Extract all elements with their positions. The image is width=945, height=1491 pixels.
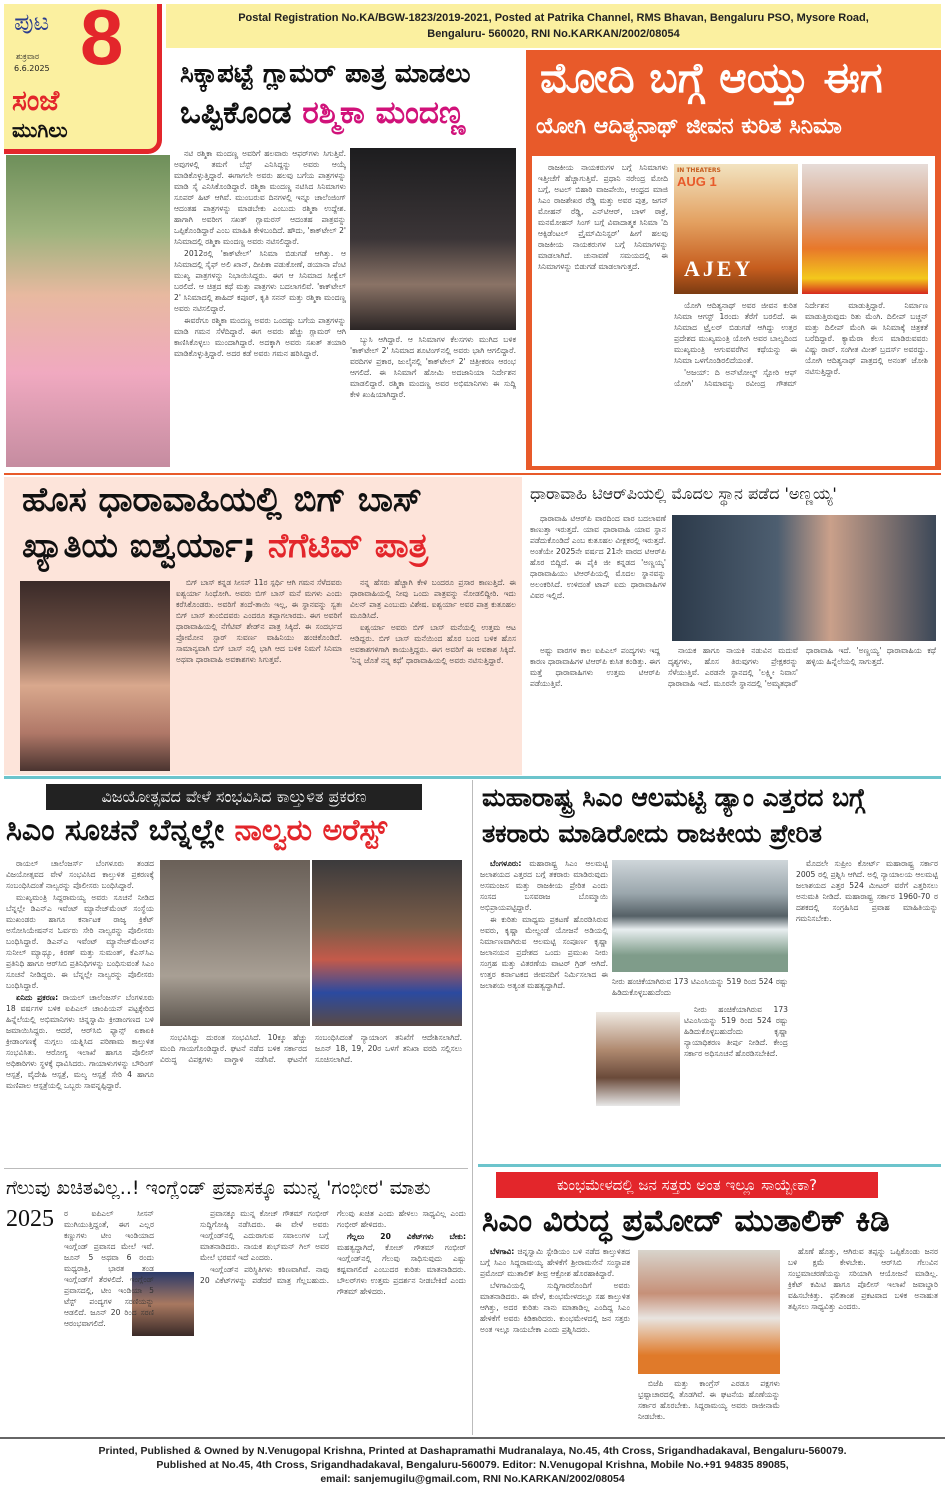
paragraph: ಬಿಜೆಪಿ ಮತ್ತು ಕಾಂಗ್ರೆಸ್ ಎರಡೂ ಪಕ್ಷಗಳು ಭ್ರಷ್ಟಾಚಾರದಲ್ಲಿ ತೊಡಗಿವೆ. ಈ ಘಟನೆಯ ಹೊಣೆಯನ್ನು ಸರ್ಕಾರ ಹೊರಬೇಕು. ಸಿದ್ದರಾಮಯ್ಯ ಅವರು ರಾಜೀನಾಮೆ ನೀಡಬೇಕು. [638,1379,780,1421]
annayya-text-cols [530,645,936,773]
yogi-photo [802,164,928,294]
subhead-para [337,1231,466,1297]
headline-line2 [22,527,428,566]
annayya-photo [672,515,936,641]
kicker-tag: ಕುಂಭಮೇಳದಲ್ಲಿ ಜನ ಸತ್ತರು ಅಂತ ಇಲ್ಲೂ ಸಾಯ್ಬೇಕಾ? [496,1172,878,1198]
paragraph: ಬ್ಯುಸಿ ಆಗಿದ್ದಾರೆ. ಆ ಸಿನಿಮಾಗಳ ಕೆಲಸಗಳು ಮುಗಿದ ಬಳಿಕ 'ಕಾಕ್‌ಟೇಲ್ 2' ಸಿನಿಮಾದ ಶೂಟಿಂಗ್‌ನಲ್ಲಿ ಅವರು ಭಾಗಿ ಆಗಲಿದ್ದಾರೆ. ವರದಿಗಳ ಪ್ರಕಾರ, ಜುಲೈನಲ್ಲಿ 'ಕಾಕ್‌ಟೇಲ್ 2' ಚಿತ್ರೀಕರಣ ಆರಂಭ ಆಗಲಿದೆ. ಈ ಸಿನಿಮಾಗೆ ಹೋಮಿ ಅದಜಾನಿಯಾ ನಿರ್ದೇಶನ ಮಾಡಲಿದ್ದಾರೆ. ರಶ್ಮಿಕಾ ಮಂದಣ್ಣ ಅವರ ಅಭಿಮಾನಿಗಳು ಈ ಸುದ್ದಿ ಕೇಳಿ ಖುಷಿಯಾಗಿದ್ದಾರೆ. [350,335,516,399]
paragraph: ಮೊದಲೇ ಸುಪ್ರೀಂ ಕೋರ್ಟ್ ಮಹಾರಾಷ್ಟ್ರ ಸರ್ಕಾರ 2005 ರಲ್ಲಿ ಪ್ರಶ್ನಿಸಿ ಆಗಿದೆ. ಅಲ್ಲಿ ನ್ಯಾಯಾಲಯ ಆಲಮಟ್ಟಿ ಜಲಾಶಯದ ಎತ್ತರ 524 ಮೀಟರ್ ವರೆಗೆ ಎತ್ತರಿಸಲು ಅನುಮತಿ ನೀಡಿದೆ. ಮಹಾರಾಷ್ಟ್ರ ಸರ್ಕಾರ 1960-70 ರ ದಶಕದಲ್ಲಿ ಸಂಗ್ರಹಿಸಿದ ಪ್ರವಾಹ ಮಾಹಿತಿಯನ್ನು ಗಮನಿಸಬೇಕು. [796,859,938,923]
paragraph: ಧಾರಾವಾಹಿ ಟಿಆರ್‌ಪಿ ವಾರದಿಂದ ವಾರ ಬದಲಾವಣೆ ಕಾಣುತ್ತಾ ಇರುತ್ತದೆ. ಯಾವ ಧಾರಾವಾಹಿ ಯಾವ ಸ್ಥಾನ ಪಡೆದುಕೊಂಡಿದೆ ಎಂಬ ಕುತೂಹಲ ವೀಕ್ಷಕರಲ್ಲಿ ಇರುತ್ತದೆ. ಅಂತೆಯೇ 2025ನೇ ವರ್ಷದ 21ನೇ ವಾರದ ಟಿಆರ್‌ಪಿ ಹೊರ ಬಿದ್ದಿದೆ. ಈ ಪೈಕಿ ಜೀ ಕನ್ನಡದ 'ಅಣ್ಣಯ್ಯ' ಧಾರಾವಾಹಿಯು ಟಿಆರ್‌ಪಿಯಲ್ಲಿ ಮೊದಲ ಸ್ಥಾನವನ್ನು ಅಲಂಕರಿಸಿದೆ. ಉಳಿದಂತೆ ಟಾಪ್ ಐದು ಧಾರಾವಾಹಿಗಳ ವಿವರ ಇಲ್ಲಿದೆ. [530,514,666,600]
paragraph: ಪ್ರವಾಸಕ್ಕೂ ಮುನ್ನ ಕೋಚ್ ಗೌತಮ್ ಗಂಭೀರ್ ಸುದ್ದಿಗೋಷ್ಠಿ ನಡೆಸಿದರು. ಈ ವೇಳೆ ಅವರು ಇಂಗ್ಲೆಂಡ್‌ನಲ್ಲಿ ಎದುರಾಗುವ ಸವಾಲುಗಳ ಬಗ್ಗೆ ಮಾತನಾಡಿದರು. ನಾಯಕ ಶುಭ್‌ಮನ್ ಗಿಲ್ ಅವರ ಮೇಲೆ ಭರವಸೆ ಇದೆ ಎಂದರು. [200,1209,329,1262]
imprint-line-3: email: sanjemugilu@gmail.com, RNI No.KARKAN/2002/08054 [320,1473,625,1485]
headline-highlight: ನಾಲ್ವರು ಅರೆಸ್ಟ್ [234,813,388,848]
subhead-para [6,992,154,1091]
imprint-line-2: Published at No.45, 4th Cross, Srigandhadakaval, Bengaluru-560079. Editor: N.Venugopal Krishna, Mobile No.+91 94835 89085, [156,1459,789,1471]
postal-line-1: Postal Registration No.KA/BGW-1823/2019-2021, Posted at Patrika Channel, RMS Bhavan, Bengaluru PSO, Mysore Road, [238,12,869,24]
paragraph: ನಾಯಕ ಹಾಗೂ ನಾಯಕಿ ನಡುವಿನ ಮದುವೆ ದೃಶ್ಯಗಳು, ಹೊಸ ತಿರುವುಗಳು ಪ್ರೇಕ್ಷಕರನ್ನು ಸೆಳೆಯುತ್ತಿವೆ. ಎರಡನೇ ಸ್ಥಾನದಲ್ಲಿ 'ಲಕ್ಷ್ಮೀ ನಿವಾಸ' ಧಾರಾವಾಹಿ ಇದೆ. ಮೂರನೇ ಸ್ಥಾನದಲ್ಲಿ 'ಅಮೃತಧಾರೆ' ಧಾರಾವಾಹಿ ಇದೆ. 'ಅಣ್ಣಯ್ಯ' ಧಾರಾವಾಹಿಯ ಕಥೆ ಹಳ್ಳಿಯ ಹಿನ್ನೆಲೆಯಲ್ಲಿ ಸಾಗುತ್ತದೆ. [668,646,936,688]
divider [4,473,941,475]
paragraph [480,858,608,913]
page-label: ಪುಟ [14,8,50,36]
gambhir-text-col1 [64,1208,154,1328]
maharashtra-text-col3 [796,858,938,1158]
paragraph: ಮುಖ್ಯಮಂತ್ರಿ ಸಿದ್ದರಾಮಯ್ಯ ಅವರು ಸೂಚನೆ ನೀಡಿದ ಬೆನ್ನಲ್ಲೇ ಡಿಎನ್‌ಎ ಇವೆಂಟ್ ಮ್ಯಾನೇಜ್‌ಮೆಂಟ್ ಸಂಸ್ಥೆಯ ಮುಖಂಡರು ಹಾಗೂ ಕರ್ನಾಟಕ ರಾಜ್ಯ ಕ್ರಿಕೆಟ್ ಅಸೋಸಿಯೇಷನ್‌ನ ಓರ್ವರು ಸೇರಿ ನಾಲ್ವರನ್ನು ಪೊಲೀಸರು ಬಂಧಿಸಿದ್ದಾರೆ. ಡಿಎನ್‌ಎ ಇವೆಂಟ್ ಮ್ಯಾನೇಜ್‌ಮೆಂಟ್‌ನ ಸುನೀಲ್ ಮ್ಯಾಥ್ಯೂ, ಕಿರಣ್ ಮತ್ತು ಸುಮಂತ್, ಕೆಎಸ್‌ಸಿಎ ಪ್ರತಿನಿಧಿ ಹಾಗೂ ಆರ್‌ಸಿಬಿ ಪ್ರತಿನಿಧಿಗಳನ್ನು ಬಂಧಿಸುವಂತೆ ಸಿಎಂ ಸೂಚನೆ ನೀಡಿದ್ದರು. ಈ ಬೆನ್ನಲ್ಲೇ ನಾಲ್ವರನ್ನು ಪೊಲೀಸರು ಬಂಧಿಸಿದ್ದಾರೆ. [6,893,154,990]
paragraph: ಸಂಭವಿಸಿದ್ದು ದುರಂತ ಸಂಭವಿಸಿದೆ. 10ಕ್ಕೂ ಹೆಚ್ಚು ಮಂದಿ ಗಾಯಗೊಂಡಿದ್ದಾರೆ. ಘಟನೆ ನಡೆದ ಬಳಿಕ ಸರ್ಕಾರದ ವಿರುದ್ಧ ವಿಪಕ್ಷಗಳು ವಾಗ್ದಾಳಿ ನಡೆಸಿವೆ. ಘಟನೆಗೆ ಸಂಬಂಧಿಸಿದಂತೆ ನ್ಯಾಯಾಂಗ ತನಿಖೆಗೆ ಆದೇಶಿಸಲಾಗಿದೆ. ಜೂನ್ 18, 19, 20ರ ಒಳಗೆ ತನಿಖಾ ವರದಿ ಸಲ್ಲಿಸಲು ಸೂಚಿಸಲಾಗಿದೆ. [160,1033,462,1064]
muthalik-text-col2 [638,1378,780,1432]
postal-line-2: Bengaluru- 560020, RNI No.KARKAN/2002/08054 [427,28,680,40]
bommai-photo [596,1012,680,1106]
rashmika-text-col1 [174,148,346,466]
paragraph: ಬೆಳಗಾವಿಯಲ್ಲಿ ಸುದ್ದಿಗಾರರೊಂದಿಗೆ ಅವರು ಮಾತನಾಡಿದರು. ಈ ವೇಳೆ, ಕುಂಭಮೇಳದಲ್ಲೂ ಸಹ ಕಾಲ್ತುಳಿತ ಆಗಿತ್ತು, ಅದರ ಕುರಿತು ನಾನು ಮಾತಾಡಿಲ್ಲ ಎಂದಿದ್ದ ಸಿಎಂ ಹೇಳಿಕೆಗೆ ಅವರು ಕಿಡಿಕಾರಿದರು. ಕುಂಭಮೇಳದಲ್ಲಿ ಜನ ಸತ್ತರು ಅಂತ ಇಲ್ಲೂ ಸಾಯಬೇಕಾ ಎಂದು ಪ್ರಶ್ನಿಸಿದರು. [480,1281,630,1334]
paragraph: ಅಷ್ಟು ವಾರಗಳ ಕಾಲ ಐಪಿಎಲ್ ಪಂದ್ಯಗಳು ಇದ್ದ ಕಾರಣ ಧಾರಾವಾಹಿಗಳ ಟಿಆರ್‌ಪಿ ಕುಸಿತ ಕಂಡಿತ್ತು. ಈಗ ಮತ್ತೆ ಧಾರಾವಾಹಿಗಳು ಉತ್ತಮ ಟಿಆರ್‌ಪಿ ಪಡೆಯುತ್ತಿವೆ. [530,646,660,688]
paragraph-text: ಮಹಾರಾಷ್ಟ್ರ ಸಿಎಂ ಆಲಮಟ್ಟಿ ಜಲಾಶಯದ ಎತ್ತರದ ಬಗ್ಗೆ ತಕರಾರು ಮಾಡಿರುವುದು ಅಸಮಂಜಸ ಮತ್ತು ರಾಜಕೀಯ ಪ್ರೇರಿತ ಎಂದು ಸಂಸದ ಬಸವರಾಜ ಬೊಮ್ಮಾಯಿ ಅಭಿಪ್ರಾಯಪಟ್ಟಿದ್ದಾರೆ. [480,859,608,912]
stampede-photo-2 [312,860,462,1026]
subheadline: ಯೋಗಿ ಆದಿತ್ಯನಾಥ್ ಜೀವನ ಕುರಿತ ಸಿನಿಮಾ [536,114,842,139]
bigg-boss-text [176,577,516,771]
headline-line1: ಸಿಕ್ಕಾಪಟ್ಟೆ ಗ್ಲಾಮರ್ ಪಾತ್ರ ಮಾಡಲು [180,59,471,89]
paragraph: ಹೊಣೆ ಹೊತ್ತು, ಆಗಿರುವ ತಪ್ಪನ್ನು ಒಪ್ಪಿಕೊಂಡು ಜನರ ಬಳಿ ಕ್ಷಮೆ ಕೇಳಬೇಕು. ಆರ್‌ಸಿಬಿ ಗೆಲುವಿನ ಸಂಭ್ರಮಾಚರಣೆಯನ್ನು ಸರಿಯಾಗಿ ಆಯೋಜನೆ ಮಾಡಿಲ್ಲ. ಕ್ರಿಕೆಟ್ ಕಮಿಟಿ ಹಾಗೂ ಪೊಲೀಸ್ ಇಲಾಖೆ ಜವಾಬ್ದಾರಿ ವಹಿಸಬೇಕಿತ್ತು. ಫಲಿತಾಂಶ ಪ್ರಕಟವಾದ ಬಳಿಕ ಅನಾಹುತ ತಪ್ಪಿಸಲು ಸಾಧ್ಯವಿತ್ತು ಎಂದರು. [788,1247,938,1311]
paragraph [480,1246,630,1279]
annayya-text-col1 [530,513,666,633]
headline-line2: ತಕರಾರು ಮಾಡಿರೋದು ರಾಜಕೀಯ ಪ್ರೇರಿತ [482,819,822,848]
headline: ಗೆಲುವು ಖಚಿತವಿಲ್ಲ..! ಇಂಗ್ಲೆಂಡ್ ಪ್ರವಾಸಕ್ಕೂ ಮುನ್ನ 'ಗಂಭೀರ' ಮಾತು [6,1177,431,1199]
paragraph: ಈ ಕುರಿತು ಮಾಧ್ಯಮ ಪ್ರಕಟಣೆ ಹೊರಡಿಸಿರುವ ಅವರು, ಕೃಷ್ಣಾ ಮೇಲ್ದಂಡೆ ಯೋಜನೆ ಅಡಿಯಲ್ಲಿ ನಿರ್ಮಾಣವಾಗಿರುವ ಆಲಮಟ್ಟಿ ಸಂಪೂರ್ಣ ಕೃಷ್ಣಾ ಜಲಾನಯನ ಪ್ರದೇಶದ ಒಂದು ಪ್ರಮುಖ ನೀರು ಸಂಗ್ರಹ ಮತ್ತು ವಿತರಣೆಯ ವಾಟರ್ ಗ್ರಿಡ್ ಆಗಿದೆ. ಉತ್ತರ ಕರ್ನಾಟಕದ ಜೀವನದಿಗೆ ನಿರ್ಮಿಸಲಾದ ಈ ಜಲಾಶಯ ಅತ್ಯಂತ ಮಹತ್ವದ್ದಾಗಿದೆ. [480,915,608,990]
imprint-line-1: Printed, Published & Owned by N.Venugopal Krishna, Printed at Dashapramathi Mudranalaya, No.45, 4th Cross, Srigandhadakaval, Bengaluru-560079. [98,1445,847,1457]
maharashtra-text-col2 [684,1004,788,1158]
headline [6,814,387,849]
paragraph: ರಾಯಲ್ ಚಾಲೆಂಜರ್ಸ್ ಬೆಂಗಳೂರು ತಂಡದ ವಿಜಯೋತ್ಸವದ ವೇಳೆ ಸಂಭವಿಸಿದ ಕಾಲ್ತುಳಿತ ಪ್ರಕರಣಕ್ಕೆ ಸಂಬಂಧಿಸಿದಂತೆ ನಾಲ್ವರನ್ನು ಪೊಲೀಸರು ಬಂಧಿಸಿದ್ದಾರೆ. [6,859,154,890]
paragraph: ನೀರು ಹಂಚಿಕೆಯಾಗಿರುವ 173 ಟಿಎಂಸಿಯನ್ನು 519 ರಿಂದ 524 ರಷ್ಟು ಹಿಡಿದುಕೊಳ್ಳಬಹುದೆಂದು ಕೃಷ್ಣಾ ನ್ಯಾಯಾಧಿಕರಣ ತೀರ್ಪು ನೀಡಿದೆ. ಕೇಂದ್ರ ಸರ್ಕಾರ ಅಧಿಸೂಚನೆ ಹೊರಡಿಸಬೇಕಿದೆ. [684,1005,788,1058]
headline: ಧಾರಾವಾಹಿ ಟಿಆರ್‌ಪಿಯಲ್ಲಿ ಮೊದಲ ಸ್ಥಾನ ಪಡೆದ 'ಅಣ್ಣಯ್ಯ' [530,484,837,503]
poster-tag: IN THEATERS [677,167,721,174]
page-number: 8 [80,0,124,81]
subhead: ಗೆಲ್ಲಲು 20 ವಿಕೆಟ್‌ಗಳು ಬೇಕು: [347,1232,466,1241]
muthalik-text-col3 [788,1246,938,1432]
dateline: ಬೆಂಗಳೂರು: [490,859,522,868]
ajey-poster [674,164,798,294]
paragraph: ರಾಜಕೀಯ ನಾಯಕರುಗಳ ಬಗ್ಗೆ ಸಿನಿಮಾಗಳು ಇತ್ತೀಚೆಗೆ ಹೆಚ್ಚಾಗುತ್ತಿವೆ. ಪ್ರಧಾನಿ ನರೇಂದ್ರ ಮೋದಿ ಬಗ್ಗೆ, ಅಟಲ್ ಬಿಹಾರಿ ವಾಜಪೇಯಿ, ಆಂಧ್ರದ ಮಾಜಿ ಸಿಎಂ ರಾಜಶೇಖರ ರೆಡ್ಡಿ ಮತ್ತು ಅವರ ಪುತ್ರ, ಜಗನ್ ಮೋಹನ್ ರೆಡ್ಡಿ, ಎನ್‌ಟಿಆರ್, ಬಾಳ್ ಠಾಕ್ರೆ, ಮನಮೋಹನ್ ಸಿಂಗ್ ಬಗ್ಗೆ ವಿವಾದಾತ್ಮಕ ಸಿನಿಮಾ 'ದಿ ಆಕ್ಸಿಡೆಂಟಲ್ ಪ್ರೈಮ್‌ಮಿನಿಸ್ಟರ್' ಹೀಗೆ ಹಲವು ರಾಜಕೀಯ ನಾಯಕರುಗಳ ಬಗ್ಗೆ ಸಿನಿಮಾಗಳನ್ನು ಮಾಡಲಾಗಿದೆ. ಚುನಾವಣೆ ಸಮಯದಲ್ಲಿ ಈ ಸಿನಿಮಾಗಳನ್ನು ಬಿಡುಗಡೆ ಮಾಡಲಾಗುತ್ತದೆ. [538,163,668,271]
subhead-text: ಮಹತ್ವದ್ದಾಗಿದೆ, ಕೋಚ್ ಗೌತಮ್ ಗಂಭೀರ್ ಇಂಗ್ಲೆಂಡ್‌ನಲ್ಲಿ ಗೆಲುವು ಸಾಧಿಸುವುದು ಎಷ್ಟು ಕಷ್ಟವಾಗಲಿದೆ ಎಂಬುದರ ಕುರಿತು ಮಾತನಾಡಿದರು. ಬೌಲರ್‌ಗಳು ಉತ್ತಮ ಪ್ರದರ್ಶನ ನೀಡಬೇಕಿದೆ ಎಂದು ಗೌತಮ್ ಹೇಳಿದರು. [337,1243,466,1296]
headline: ಸಿಎಂ ವಿರುದ್ಧ ಪ್ರಮೋದ್ ಮುತಾಲಿಕ್ ಕಿಡಿ [482,1203,890,1239]
paragraph: ಇಂಗ್ಲೆಂಡ್‌ನ ಪರಿಸ್ಥಿತಿಗಳು ಕಠಿಣವಾಗಿವೆ. ನಾವು 20 ವಿಕೆಟ್‌ಗಳನ್ನು ಪಡೆದರೆ ಮಾತ್ರ ಗೆಲ್ಲಬಹುದು. ಗೆಲುವು ಖಚಿತ ಎಂದು ಹೇಳಲು ಸಾಧ್ಯವಿಲ್ಲ ಎಂದು ಗಂಭೀರ್ ಹೇಳಿದರು. [200,1209,466,1285]
story-rashmika [4,50,522,470]
rashmika-text-col2 [350,334,516,466]
poster-date: AUG 1 [677,174,717,189]
story-bigg-boss [4,477,522,775]
headline: ಮೋದಿ ಬಗ್ಗೆ ಆಯ್ತು ಈಗ [540,53,883,102]
subhead-text: ರಾಯಲ್ ಚಾಲೆಂಜರ್ಸ್ ಬೆಂಗಳೂರು 18 ವರ್ಷಗಳ ಬಳಿಕ ಐಪಿಎಲ್ ಚಾಂಪಿಯನ್ ಪಟ್ಟಕ್ಕೇರಿದ ಹಿನ್ನೆಲೆಯಲ್ಲಿ ಅಭಿಮಾನಿಗಳು ಚಿನ್ನಸ್ವಾಮಿ ಕ್ರೀಡಾಂಗಣದ ಬಳಿ ಜಮಾಯಿಸಿದ್ದರು. ಆದರೆ, ಆರ್‌ಸಿಬಿ ಫ್ಯಾನ್ಸ್ ಏಕಾಏಕಿ ಕ್ರೀಡಾಂಗಣಕ್ಕೆ ನುಗ್ಗಲು ಯತ್ನಿಸಿದ ಪರಿಣಾಮ ಕಾಲ್ತುಳಿತ ಸಂಭವಿಸಿತು. ಆರೋಗ್ಯ ಇಲಾಖೆ ಹಾಗೂ ಪೊಲೀಸ್ ಅಧಿಕಾರಿಗಳು ಸ್ಥಳಕ್ಕೆ ಧಾವಿಸಿದರು. ಗಾಯಾಳುಗಳನ್ನು ಬೌರಿಂಗ್ ಆಸ್ಪತ್ರೆ, ವೈದೇಹಿ ಆಸ್ಪತ್ರೆ, ಮಲ್ಯ ಆಸ್ಪತ್ರೆ ಸೇರಿ 4 ಹಾಗೂ ಮಣಿಪಾಲ ಆಸ್ಪತ್ರೆಯಲ್ಲಿ ಒಬ್ಬರು ಸಾವನ್ನಪ್ಪಿದ್ದಾರೆ. [6,993,155,1090]
imprint-footer [0,1444,945,1486]
story-muthalik [478,1168,941,1434]
rashmika-photo-2 [350,148,516,330]
postal-banner [166,4,941,48]
paragraph: ನಟಿ ರಶ್ಮಿಕಾ ಮಂದಣ್ಣ ಅವರಿಗೆ ಹಲವಾರು ಆಫರ್‌ಗಳು ಸಿಗುತ್ತಿವೆ. ಅವುಗಳಲ್ಲಿ ತಮಗೆ ಬೆಸ್ಟ್ ಎನಿಸಿದ್ದನ್ನು ಅವರು ಆಯ್ಕೆ ಮಾಡಿಕೊಳ್ಳುತ್ತಿದ್ದಾರೆ. ಈಗಾಗಲೇ ಅವರು ಹಲವು ಬಗೆಯ ಪಾತ್ರಗಳನ್ನು ಮಾಡಿ ಸೈ ಎನಿಸಿಕೊಂಡಿದ್ದಾರೆ. ರಶ್ಮಿಕಾ ಮಂದಣ್ಣ ನಟಿಸಿದ ಸಿನಿಮಾಗಳು ಸೂಪರ್ ಹಿಟ್ ಆಗಿವೆ. ಮುಂಬರುವ ದಿನಗಳಲ್ಲಿ ಇನ್ನೂ ಚಾಲೆಂಜಿಂಗ್ ಆದಂತಹ ಪಾತ್ರಗಳನ್ನು ಮಾಡಬೇಕು ಎಂಬುದು ರಶ್ಮಿಕಾ ಉದ್ದೇಶ. ಹಾಗಾಗಿ ಅವರೀಗ ಸಖತ್ ಗ್ಲಾಮರಸ್ ಆದಂತಹ ಪಾತ್ರವನ್ನು ಒಪ್ಪಿಕೊಂಡಿದ್ದಾರೆ ಎಂಬ ಮಾಹಿತಿ ಕೇಳಿಬಂದಿದೆ. ಹೌದು, 'ಕಾಕ್‌ಟೇಲ್ 2' ಸಿನಿಮಾದಲ್ಲಿ ರಶ್ಮಿಕಾ ಮಂದಣ್ಣ ಅವರು ನಟಿಸಲಿದ್ದಾರೆ. [174,149,346,246]
muthalik-text-col1 [480,1246,630,1432]
paper-name-line1: ಸಂಜೆ [12,84,60,117]
paragraph: ಯೋಗಿ ಆದಿತ್ಯನಾಥ್ ಅವರ ಜೀವನ ಕುರಿತ ಸಿನಿಮಾ ಆಗಸ್ಟ್ 1ರಂದು ತೆರೆಗೆ ಬರಲಿದೆ. ಈ ಸಿನಿಮಾದ ಟ್ರೈಲರ್ ಬಿಡುಗಡೆ ಆಗಿದ್ದು ಉತ್ತರ ಪ್ರದೇಶದ ಮುಖ್ಯಮಂತ್ರಿ ಯೋಗಿ ಅವರ ಬಾಲ್ಯದಿಂದ ಮುಖ್ಯಮಂತ್ರಿ ಆಗುವವರೆಗಿನ ಕಥೆಯನ್ನು ಈ ಸಿನಿಮಾ ಒಳಗೊಂಡಿರಲಿದೆಯಂತೆ. [674,301,797,365]
dam-caption: ನೀರು ಹಂಚಿಕೆಯಾಗಿರುವ 173 ಟಿಎಂಸಿಯನ್ನು 519 ರಿಂದ 524 ರಷ್ಟು ಹಿಡಿದುಕೊಳ್ಳಬಹುದೆಂದು [612,977,788,997]
footer-rule [0,1437,945,1439]
paragraph: ನನ್ನ ಹೆಸರು ಹೆಚ್ಚಾಗಿ ಕೇಳಿ ಬಂದರೂ ಪ್ರಸಾರ ಕಾಣುತ್ತಿದೆ. ಈ ಧಾರಾವಾಹಿಯಲ್ಲಿ ನೀವು ಒಂದು ಪಾತ್ರವನ್ನು ನೋಡಲಿದ್ದೀರಿ. ಇದು ವಿಲನ್ ಪಾತ್ರ ಎಂಬುದು ವಿಶೇಷ. ಐಶ್ವರ್ಯಾ ಅವರ ಪಾತ್ರ ಕುತೂಹಲ ಮೂಡಿಸಿದೆ. [350,578,516,620]
paragraph: 2012ರಲ್ಲಿ 'ಕಾಕ್‌ಟೇಲ್' ಸಿನಿಮಾ ಬಿಡುಗಡೆ ಆಗಿತ್ತು. ಆ ಸಿನಿಮಾದಲ್ಲಿ ಸೈಫ್ ಅಲಿ ಖಾನ್, ದೀಪಿಕಾ ಪಡುಕೋಣೆ, ಡಯಾನಾ ಪೆಂಟಿ ಮುಖ್ಯ ಪಾತ್ರಗಳನ್ನು ನಿಭಾಯಿಸಿದ್ದರು. ಈಗ ಆ ಸಿನಿಮಾದ ಸೀಕ್ವೆಲ್ ಬರಲಿದೆ. ಆ ಚಿತ್ರದ ಕಥೆ ಮತ್ತು ಪಾತ್ರಗಳು ಬದಲಾಗಲಿವೆ. 'ಕಾಕ್‌ಟೇಲ್ 2' ಸಿನಿಮಾದಲ್ಲಿ ಶಾಹಿದ್ ಕಪೂರ್, ಕೃತಿ ಸನನ್ ಮತ್ತು ರಶ್ಮಿಕಾ ಮಂದಣ್ಣ ಅವರು ನಟಿಸಲಿದ್ದಾರೆ. [174,249,346,313]
paper-name-line2: ಮುಗಿಲು [12,118,68,142]
kicker-tag: ವಿಜಯೋತ್ಸವದ ವೇಳೆ ಸಂಭವಿಸಿದ ಕಾಲ್ತುಳಿತ ಪ್ರಕರಣ [46,784,422,810]
stampede-photo-1 [160,860,310,1026]
section-divider [4,776,941,779]
yogi-inner-box [532,156,935,466]
issue-date: 6.6.2025 [14,64,50,73]
column-divider [472,780,473,1435]
yogi-text-cols [674,300,928,460]
divider [4,1168,468,1169]
headline-part: ಖ್ಯಾತಿಯ ಐಶ್ವರ್ಯಾ; [22,526,257,566]
paragraph: ರ ಐಪಿಎಲ್ ಸೀಸನ್ ಮುಗಿಯುತ್ತಿದ್ದಂತೆ, ಈಗ ಎಲ್ಲರ ಕಣ್ಣುಗಳು ಟೀಂ ಇಂಡಿಯಾದ ಇಂಗ್ಲೆಂಡ್ ಪ್ರವಾಸದ ಮೇಲೆ ಇವೆ. ಜೂನ್ 5 ಅಥವಾ 6 ರಂದು ಮಧ್ಯರಾತ್ರಿ, ಭಾರತ ತಂಡ ಇಂಗ್ಲೆಂಡ್‌ಗೆ ತೆರಳಲಿದೆ. ಇಂಗ್ಲೆಂಡ್ ಪ್ರವಾಸದಲ್ಲಿ, ಟೀಂ ಇಂಡಿಯಾ 5 ಟೆಸ್ಟ್ ಪಂದ್ಯಗಳ ಸರಣಿಯನ್ನು ಆಡಲಿದೆ. ಜೂನ್ 20 ರಿಂದ ಸರಣಿ ಆರಂಭವಾಗಲಿದೆ. [64,1209,154,1328]
maharashtra-text-col1 [480,858,608,1158]
dropcap-year: 2025 [6,1206,54,1232]
paragraph: 'ಅಜಯ್: ದಿ ಅನ್‌ಟೋಲ್ಡ್ ಸ್ಟೋರಿ ಆಫ್ ಯೋಗಿ' ಸಿನಿಮಾವನ್ನು ರವೀಂದ್ರ ಗೌತಮ್ ನಿರ್ದೇಶನ ಮಾಡುತ್ತಿದ್ದಾರೆ. ನಿರ್ಮಾಣ ಮಾಡುತ್ತಿರುವುದು ರಿತು ಮೆಂಗಿ. ದಿಲೀಪ್ ಬಚ್ಚನ್ ಮತ್ತು ದಿಲೀಪ್ ಮೆಂಗಿ ಈ ಸಿನಿಮಾಕ್ಕೆ ಚಿತ್ರಕತೆ ಬರೆದಿದ್ದಾರೆ. ಕ್ಯಾಮೆರಾ ಕೆಲಸ ಮಾಡಿರುವವರು ವಿಷ್ಣು ರಾವ್. ಸಂಗೀತ ಮೀತ್ ಬ್ರದರ್ಸ್ ಅವರದ್ದು. ಯೋಗಿ ಆದಿತ್ಯನಾಥ್ ಪಾತ್ರದಲ್ಲಿ ಅನಂತ್ ಜೋಶಿ ನಟಿಸುತ್ತಿದ್ದಾರೆ. [674,301,928,388]
aishwarya-photo [20,581,170,771]
paragraph-text: ಚಿನ್ನಸ್ವಾಮಿ ಸ್ಟೇಡಿಯಂ ಬಳಿ ನಡೆದ ಕಾಲ್ತುಳಿತದ ಬಗ್ಗೆ ಸಿಎಂ ಸಿದ್ದರಾಮಯ್ಯ ಹೇಳಿಕೆಗೆ ಶ್ರೀರಾಮಸೇನೆ ಸಂಸ್ಥಾಪಕ ಪ್ರಮೋದ್ ಮುತಾಲಿಕ್ ತೀವ್ರ ಆಕ್ರೋಶ ಹೊರಹಾಕಿದ್ದಾರೆ. [480,1247,630,1278]
paragraph: ಐಶ್ವರ್ಯಾ ಅವರು ಬಿಗ್ ಬಾಸ್ ಮನೆಯಲ್ಲಿ ಉತ್ತಮ ಆಟ ಆಡಿದ್ದರು. ಬಿಗ್ ಬಾಸ್ ಮನೆಯಿಂದ ಹೊರ ಬಂದ ಬಳಿಕ ಹೊಸ ಅವಕಾಶಗಳಿಗಾಗಿ ಕಾಯುತ್ತಿದ್ದರು. ಈಗ ಅವರಿಗೆ ಈ ಅವಕಾಶ ಸಿಕ್ಕಿದೆ. 'ನಿನ್ನ ಜೊತೆ ನನ್ನ ಕಥೆ' ಧಾರಾವಾಹಿಯಲ್ಲಿ ಅವರು ನಟಿಸುತ್ತಿದ್ದಾರೆ. [350,623,516,665]
alamatti-dam-photo [612,860,788,972]
headline-part: ಒಪ್ಪಿಕೊಂಡ [180,95,292,131]
subhead: ಏನಿದು ಪ್ರಕರಣ: [16,993,59,1002]
story-gambhir [4,1172,468,1434]
headline-highlight: ರಶ್ಮಿಕಾ ಮಂದಣ್ಣ [302,95,466,131]
headline-line2 [180,96,465,132]
paragraph: ಈವರೆಗೂ ರಶ್ಮಿಕಾ ಮಂದಣ್ಣ ಅವರು ಒಂದಷ್ಟು ಬಗೆಯ ಪಾತ್ರಗಳನ್ನು ಮಾಡಿ ಗಮನ ಸೆಳೆದಿದ್ದಾರೆ. ಈಗ ಅವರು ಹೆಚ್ಚು ಗ್ಲಾಮರ್ ಆಗಿ ಕಾಣಿಸಿಕೊಳ್ಳಲು ಮುಂದಾಗಿದ್ದಾರೆ. ಅದಕ್ಕಾಗಿ ಅವರು ಸಖತ್ ತಯಾರಿ ಮಾಡಿಕೊಳ್ಳುತ್ತಿದ್ದಾರೆ. ಅದರ ಕಡೆ ಅವರು ಗಮನ ಹರಿಸಿದ್ದಾರೆ. [174,316,346,358]
poster-title: AJEY [684,256,754,281]
cm-text-cols [160,1032,462,1160]
issue-day: ಶುಕ್ರವಾರ [16,52,40,61]
story-annayya [526,477,941,775]
muthalik-photo [638,1250,780,1374]
headline-line1: ಹೊಸ ಧಾರಾವಾಹಿಯಲ್ಲಿ ಬಿಗ್ ಬಾಸ್ [22,480,422,520]
divider [478,1164,941,1167]
headline-part: ಸಿಎಂ ಸೂಚನೆ ಬೆನ್ನಲ್ಲೇ [6,813,225,848]
yogi-text-col1 [538,162,668,462]
rashmika-photo-1 [6,155,170,467]
dateline: ಬೆಳಗಾವಿ: [490,1247,515,1256]
headline-line1: ಮಹಾರಾಷ್ಟ್ರ ಸಿಎಂ ಆಲಮಟ್ಟಿ ಡ್ಯಾಂ ಎತ್ತರದ ಬಗ್ಗೆ [482,783,865,812]
cm-text-col1 [6,858,154,1158]
headline-highlight: ನೆಗೆಟಿವ್ ಪಾತ್ರ [267,526,429,566]
story-cm-arrest [4,780,468,1165]
story-yogi [526,50,941,470]
paragraph: ಬಿಗ್ ಬಾಸ್ ಕನ್ನಡ ಸೀಸನ್ 11ರ ಸ್ಪರ್ಧಿ ಆಗಿ ಗಮನ ಸೆಳೆದವರು ಐಶ್ವರ್ಯಾ ಸಿಂಧೋಗಿ. ಅವರು ಬಿಗ್ ಬಾಸ್ ಮನೆ ಮಗಳು ಎಂದು ಕರೆಸಿಕೊಂಡರು. ಅವರಿಗೆ ತಂದೆ-ತಾಯಿ ಇಲ್ಲ, ಈ ಸ್ಥಾನವನ್ನು ಸ್ವತಃ ಬಿಗ್ ಬಾಸ್ ತುಂಬಿದವರು ಎಂದರೂ ತಪ್ಪಾಗಲಾರದು. ಈಗ ಅವರಿಗೆ ಧಾರಾವಾಹಿಯಲ್ಲಿ ನೆಗೆಟಿವ್ ಶೇಡ್‌ನ ಪಾತ್ರ ಸಿಕ್ಕಿದೆ. ಈ ಸಂದರ್ಭದ ಪ್ರೋಮೋನ ಸ್ಟಾರ್ ಸುವರ್ಣ ವಾಹಿನಿಯು ಹಂಚಿಕೊಂಡಿದೆ. ಸಾಮಾನ್ಯವಾಗಿ ಬಿಗ್ ಬಾಸ್ ನಲ್ಲಿ ಭಾಗಿ ಆದ ಬಳಿಕ ನಿಮಗೆ ಸಿನಿಮಾ ಅಥವಾ ಧಾರಾವಾಹಿ ಅವಕಾಶಗಳು ಸಿಗುತ್ತವೆ. [176,578,342,664]
gambhir-text-cols [200,1208,466,1430]
story-maharashtra [478,780,941,1165]
